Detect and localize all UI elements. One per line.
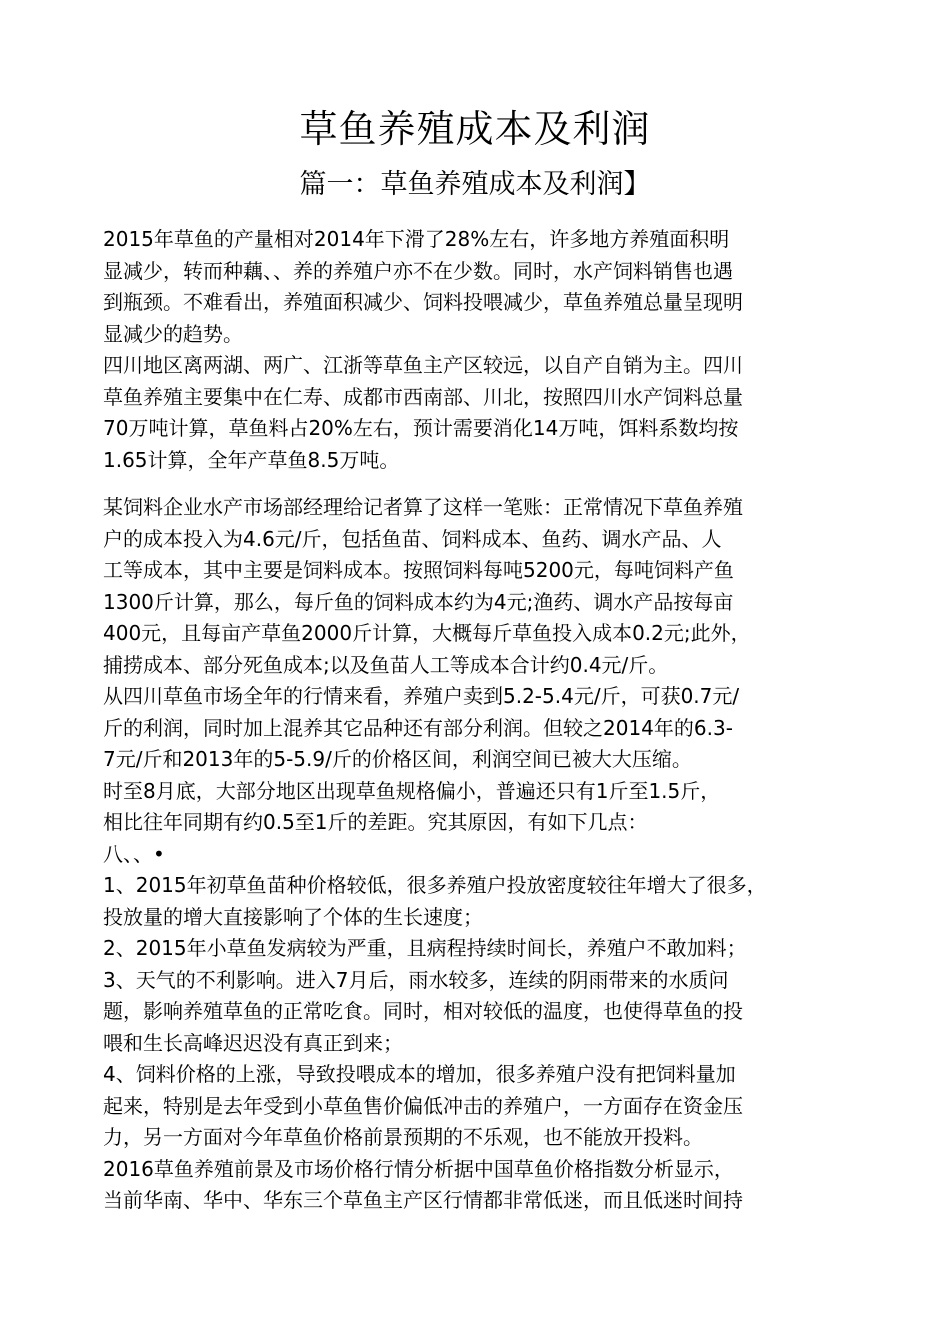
text-line: 捕捞成本、部分死鱼成本;以及鱼苗人工等成本合计约0.4元/斤。 xyxy=(103,652,669,677)
paragraph-gap xyxy=(103,476,863,492)
text-line: 四川地区离两湖、两广、江浙等草鱼主产区较远，以自产自销为主。四川 xyxy=(103,353,743,377)
paragraph-cost-analysis xyxy=(103,492,863,1217)
text-line: 户的成本投入为4.6元/斤，包括鱼苗、饲料成本、鱼药、调水产品、人 xyxy=(103,526,722,551)
text-line: 喂和生长高峰迟迟没有真正到来； xyxy=(103,1030,403,1055)
text-line: 当前华南、华中、华东三个草鱼主产区行情都非常低迷，而且低迷时间持 xyxy=(103,1188,743,1212)
paragraph-production xyxy=(103,224,863,476)
text-line: 题，影响养殖草鱼的正常吃食。同时，相对较低的温度，也使得草鱼的投 xyxy=(103,999,743,1023)
text-line: 从四川草鱼市场全年的行情来看，养殖户卖到5.2-5.4元/斤，可获0.7元/ xyxy=(103,684,740,708)
text-line: 八、、• xyxy=(103,841,165,866)
text-line: 某饲料企业水产市场部经理给记者算了这样一笔账：正常情况下草鱼养殖 xyxy=(103,495,743,519)
text-line: 到瓶颈。不难看出，养殖面积减少、饲料投喂减少，草鱼养殖总量呈现明 xyxy=(103,290,743,314)
text-line: 工等成本，其中主要是饲料成本。按照饲料每吨5200元，每吨饲料产鱼 xyxy=(103,558,734,582)
text-line: 投放量的增大直接影响了个体的生长速度； xyxy=(103,904,483,929)
text-line: 斤的利润，同时加上混养其它品种还有部分利润。但较之2014年的6.3- xyxy=(103,715,733,740)
text-line: 2、2015年小草鱼发病较为严重，且病程持续时间长，养殖户不敢加料； xyxy=(103,936,747,960)
text-line: 70万吨计算，草鱼料占20%左右，预计需要消化14万吨，饵料系数均按 xyxy=(103,416,739,440)
text-line: 力，另一方面对今年草鱼价格前景预期的不乐观，也不能放开投料。 xyxy=(103,1125,703,1149)
text-line: 2015年草鱼的产量相对2014年下滑了28%左右，许多地方养殖面积明 xyxy=(103,227,730,251)
text-line: 显减少，转而种藕、、养的养殖户亦不在少数。同时，水产饲料销售也遇 xyxy=(103,258,733,283)
text-line: 7元/斤和2013年的5-5.9/斤的价格区间，利润空间已被大大压缩。 xyxy=(103,747,692,771)
text-line: 1.65计算，全年产草鱼8.5万吨。 xyxy=(103,447,400,472)
text-line: 3、天气的不利影响。进入7月后，雨水较多，连续的阴雨带来的水质问 xyxy=(103,967,729,992)
document-body xyxy=(103,224,863,1217)
text-line: 400元，且每亩产草鱼2000斤计算，大概每斤草鱼投入成本0.2元;此外， xyxy=(103,621,751,645)
text-line: 4、饲料价格的上涨，导致投喂成本的增加，很多养殖户没有把饲料量加 xyxy=(103,1062,736,1086)
text-line: 1300斤计算，那么，每斤鱼的饲料成本约为4元;渔药、调水产品按每亩 xyxy=(103,589,734,614)
text-line: 时至8月底，大部分地区出现草鱼规格偏小，普遍还只有1斤至1.5斤， xyxy=(103,778,721,803)
text-line: 草鱼养殖主要集中在仁寿、成都市西南部、川北，按照四川水产饲料总量 xyxy=(103,384,743,409)
document-subtitle: 篇一：草鱼养殖成本及利润】 xyxy=(299,169,651,200)
text-line: 2016草鱼养殖前景及市场价格行情分析据中国草鱼价格指数分析显示， xyxy=(103,1156,734,1181)
text-line: 1、2015年初草鱼苗种价格较低，很多养殖户投放密度较往年增大了很多， xyxy=(103,873,767,897)
document-title: 草鱼养殖成本及利润 xyxy=(299,107,651,151)
text-line: 显减少的趋势。 xyxy=(103,321,243,346)
text-line: 相比往年同期有约0.5至1斤的差距。究其原因，有如下几点： xyxy=(103,810,648,834)
text-line: 起来，特别是去年受到小草鱼售价偏低冲击的养殖户，一方面存在资金压 xyxy=(103,1093,743,1118)
